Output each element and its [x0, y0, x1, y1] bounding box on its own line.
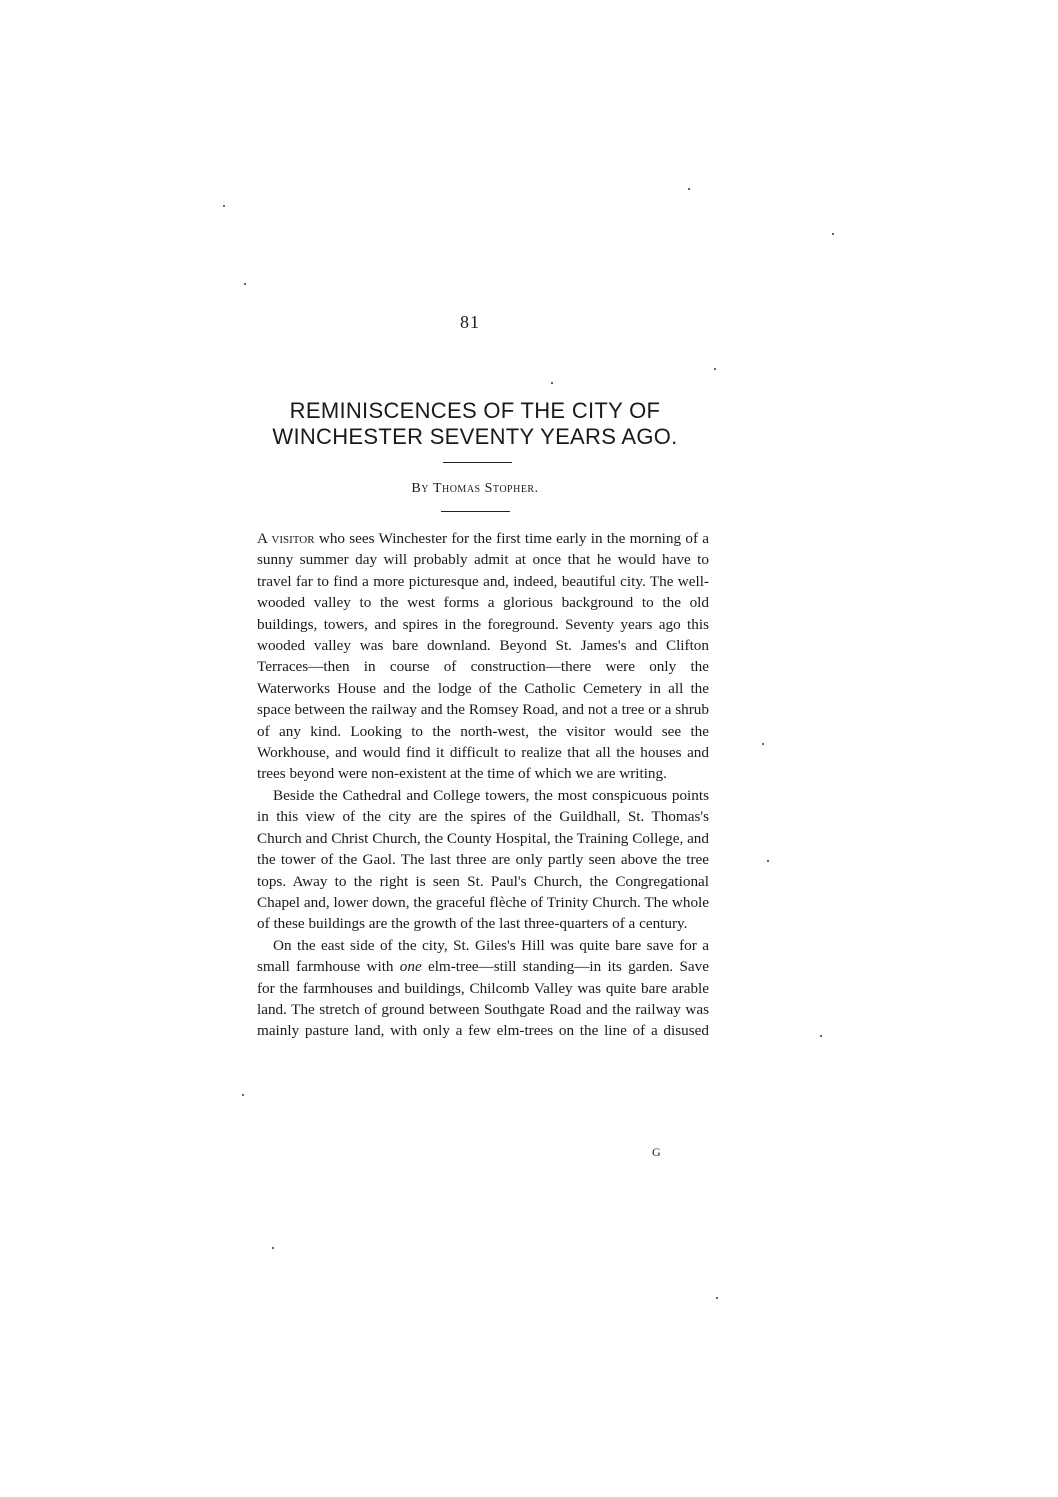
scan-speck: [714, 368, 716, 370]
paragraph-1-lead: A visitor: [257, 530, 315, 547]
byline: [240, 481, 710, 497]
page-number: 81: [460, 312, 480, 332]
scan-speck: [820, 1035, 822, 1037]
byline-author: Thomas Stopher.: [432, 481, 539, 496]
paragraph-3: [257, 935, 709, 1042]
paragraph-1: [257, 528, 709, 785]
scan-speck: [767, 860, 769, 862]
paragraph-3-text-before: On the east side of the city, St. Giles's Hill was quite bare save for a small farmhouse with: [257, 936, 709, 976]
scan-speck: [716, 1297, 718, 1299]
scan-speck: [832, 233, 834, 235]
signature-mark: G: [652, 1145, 661, 1159]
scan-speck: [244, 283, 246, 285]
title-line-2: WINCHESTER SEVENTY YEARS AGO.: [272, 424, 678, 449]
paragraph-3-emphasis: one: [399, 958, 422, 976]
article-title: [240, 398, 710, 450]
scan-speck: [223, 205, 225, 207]
byline-rule: [441, 511, 510, 512]
body-text: [257, 528, 709, 1042]
title-rule: [443, 462, 512, 463]
scan-speck: [242, 1094, 244, 1096]
title-line-1: REMINISCENCES OF THE CITY OF: [289, 398, 661, 423]
scan-speck: [272, 1247, 274, 1249]
paragraph-2: Beside the Cathedral and College towers, the most conspicuous points in this view of the city are the spires of the Guildhall, St. Thomas's Church and Christ Church, the County Hospital, the Training College, and the tower of the Gaol. The last three are only partly seen above the tree tops. Away to the right is seen St. Paul's Church, the Congregational Chapel and, lower down, the graceful flèche of Trinity Church. The whole of these buildings are the growth of the last three-quarters of a century.: [257, 786, 709, 933]
scan-speck: [551, 382, 553, 384]
byline-prefix: By: [411, 481, 429, 496]
scan-speck: [762, 743, 764, 745]
paragraph-1-text: who sees Winchester for the first time early in the morning of a sunny summer day will probably admit at once that he would have to travel far to find a more picturesque and, indeed, beautiful city. The well-wooded valley to the west forms a glorious background to the old buildings, towers, and spires in the foreground. Seventy years ago this wooded valley was bare downland. Beyond St. James's and Clifton Terraces—then in course of construction—there were only the Waterworks House and the lodge of the Catholic Cemetery in all the space between the railway and the Romsey Road, and not a tree or a shrub of any kind. Looking to the north-west, the visitor would see the Workhouse, and would find it difficult to realize that all the houses and trees beyond were non-existent at the time of which we are writing.: [257, 530, 710, 783]
paragraph-3-text-after: elm-tree—still standing—in its garden. Save for the farmhouses and buildings, Chilcomb Valley was quite bare arable land. The stretch of ground between Southgate Road and the railway was mainly pasture land, with only a few elm-trees on the line of a disused: [257, 958, 709, 1040]
scan-speck: [688, 188, 690, 190]
